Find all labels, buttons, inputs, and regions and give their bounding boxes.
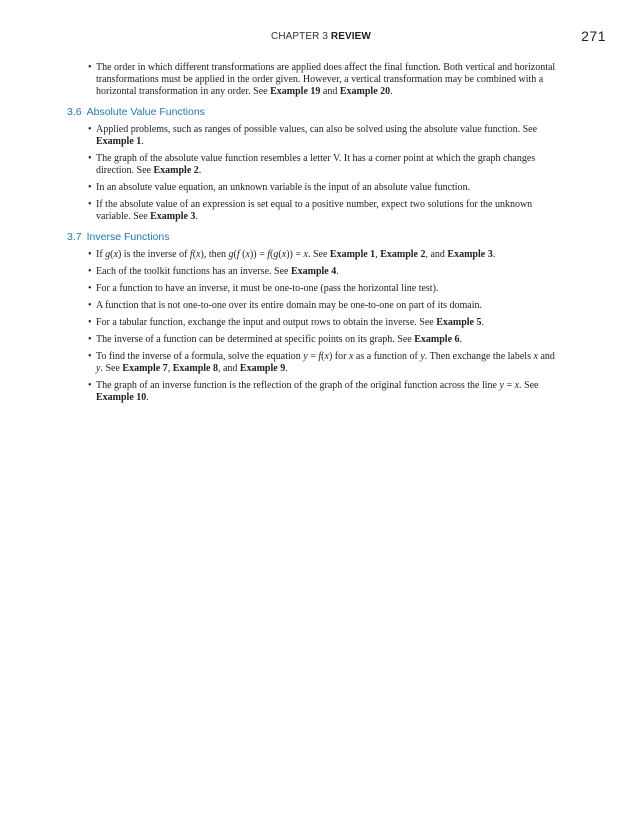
bullet: • [88, 124, 92, 135]
example-ref: Example 1 [329, 249, 376, 260]
bullet: • [88, 283, 92, 294]
page-content [67, 62, 557, 409]
list-item: • To find the inverse of a formula, solve the equation y = f(x) for x as a function of y. Then exchange the labels x and y. See Example 7, Example 8, and Example 9. [88, 351, 555, 374]
bullet: • [88, 266, 92, 277]
list-item: • For a function to have an inverse, it must be one-to-one (pass the horizontal line test). [88, 283, 439, 294]
list-item: • The order in which different transformations are applied does affect the final function. Both vertical and horizontal transformations must be applied in the order given. However, a vertical transformation may be combined with a horizontal transformation in any order. See Example 19 and Example 20. [88, 62, 556, 97]
example-ref: Example 7 [122, 363, 168, 374]
running-head [271, 31, 371, 42]
example-ref: Example 3 [150, 211, 196, 222]
list-item: • Each of the toolkit functions has an inverse. See Example 4. [88, 266, 339, 277]
example-ref: Example 1 [96, 136, 142, 147]
section-3-6-list [67, 124, 557, 223]
page-number: 271 [581, 28, 606, 44]
section-heading-3-7 [67, 231, 557, 243]
example-ref: Example 2 [153, 165, 199, 176]
bullet: • [88, 62, 92, 73]
section-heading-3-6 [67, 106, 557, 118]
list-item: • The graph of the absolute value function resembles a letter V. It has a corner point at which the graph changes direction. See Example 2. [88, 153, 536, 176]
section-title: Absolute Value Functions [86, 106, 205, 118]
bullet: • [88, 300, 92, 311]
intro-list [67, 62, 557, 98]
example-ref: Example 8 [172, 363, 218, 374]
example-ref: Example 3 [447, 249, 493, 260]
bullet: • [88, 182, 92, 193]
bullet: • [88, 334, 92, 345]
bullet: • [88, 380, 92, 391]
list-item: • The graph of an inverse function is the reflection of the graph of the original function across the line y = x. See Example 10. [88, 380, 539, 403]
bullet: • [88, 317, 92, 328]
example-ref: Example 10 [96, 392, 147, 403]
bullet: • [88, 199, 92, 210]
list-item: • If the absolute value of an expression is set equal to a positive number, expect two solutions for the unknown variable. See Example 3. [88, 199, 533, 222]
section-3-7-list [67, 249, 557, 404]
list-item: • The inverse of a function can be determined at specific points on its graph. See Example 6. [88, 334, 463, 345]
example-ref: Example 20 [339, 86, 391, 97]
section-number: 3.7 [67, 231, 82, 243]
section-title: Inverse Functions [86, 231, 170, 243]
example-ref: Example 19 [270, 86, 321, 97]
example-ref: Example 6 [414, 334, 460, 345]
list-item: • If g(x) is the inverse of f(x), then g(f (x)) = f(g(x)) = x. See Example 1, Example 2, and Example 3. [88, 249, 496, 260]
example-ref: Example 9 [239, 363, 286, 374]
section-number: 3.6 [67, 106, 82, 118]
page-header [0, 28, 630, 47]
example-ref: Example 5 [436, 317, 482, 328]
bullet: • [88, 351, 92, 362]
chapter-label: CHAPTER 3 [271, 31, 329, 42]
example-ref: Example 2 [380, 249, 426, 260]
bullet: • [88, 153, 92, 164]
list-item: • For a tabular function, exchange the input and output rows to obtain the inverse. See Example 5. [88, 317, 484, 328]
list-item: • In an absolute value equation, an unknown variable is the input of an absolute value function. [88, 182, 471, 193]
example-ref: Example 4 [290, 266, 337, 277]
bullet: • [88, 249, 92, 260]
list-item: • A function that is not one-to-one over its entire domain may be one-to-one on part of its domain. [88, 300, 483, 311]
list-item: • Applied problems, such as ranges of possible values, can also be solved using the absolute value function. See Example 1. [88, 124, 538, 147]
chapter-title: REVIEW [330, 31, 371, 42]
